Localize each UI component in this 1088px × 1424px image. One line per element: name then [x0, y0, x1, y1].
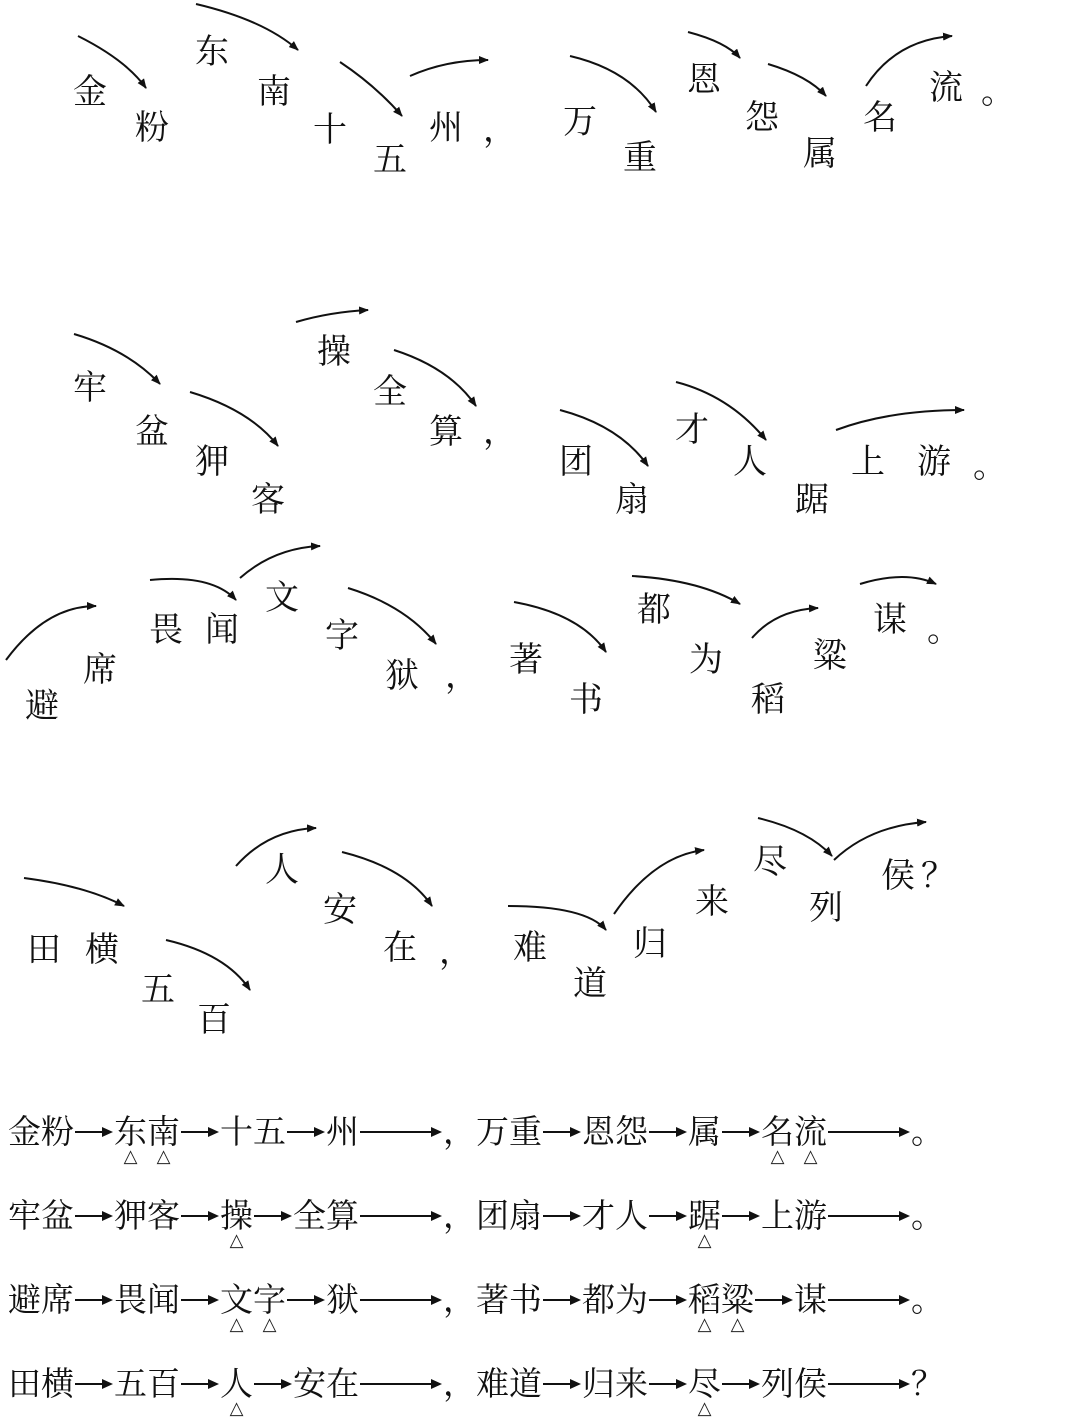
contour-arrow	[150, 579, 236, 600]
contour-char: 难	[513, 928, 547, 968]
sequence-token-text: 谋	[794, 1280, 827, 1319]
sequence-token-text: 百	[147, 1364, 180, 1403]
sequence-token	[443, 1196, 509, 1236]
sequence-token-text: 粉	[41, 1112, 74, 1151]
long-arrow-icon	[827, 1124, 911, 1140]
contour-char: 十	[313, 110, 347, 150]
sequence-token	[761, 1364, 794, 1404]
contour-arrow	[410, 60, 488, 76]
sequence-token-text: 畏	[114, 1280, 147, 1319]
sequence-token	[253, 1112, 286, 1152]
contour-char: 席	[83, 650, 117, 690]
sequence-token-text: 稻	[688, 1280, 721, 1319]
contour-char: 粉	[135, 108, 169, 148]
contour-char: 团	[559, 442, 593, 482]
sequence-token-text: ，著	[443, 1280, 509, 1319]
sequence-token	[794, 1280, 827, 1320]
contour-arrow	[348, 588, 436, 644]
short-arrow-icon	[542, 1376, 582, 1392]
contour-char: 南	[257, 72, 291, 112]
sequence-token-text: ，万	[443, 1112, 509, 1151]
sequence-token	[794, 1364, 827, 1404]
sequence-token-text: 恩	[582, 1112, 615, 1151]
sequence-token-text: 道	[509, 1364, 542, 1403]
short-arrow-icon	[74, 1208, 114, 1224]
sequence-token	[615, 1112, 648, 1152]
contour-char: 谋	[873, 600, 907, 640]
sequence-token-text: 列	[761, 1364, 794, 1403]
sequence-token	[220, 1364, 253, 1419]
contour-char: ，	[445, 656, 479, 696]
short-arrow-icon	[253, 1208, 293, 1224]
short-arrow-icon	[648, 1208, 688, 1224]
contour-arrow	[688, 32, 740, 58]
short-arrow-icon	[180, 1292, 220, 1308]
sequence-token	[688, 1364, 721, 1419]
contour-char: 著	[509, 640, 543, 680]
contour-char: ，	[483, 110, 517, 150]
sequence-token-text: 十	[220, 1112, 253, 1151]
sequence-token-text: 粱	[721, 1280, 754, 1319]
sequence-token-text: 上	[761, 1196, 794, 1235]
stress-mark: △	[229, 1398, 244, 1419]
short-arrow-icon	[74, 1292, 114, 1308]
contour-char: 踞	[795, 480, 829, 520]
contour-arrow	[860, 577, 936, 584]
short-arrow-icon	[180, 1376, 220, 1392]
sequence-token-text: 属	[688, 1112, 721, 1151]
sequence-token-text: 。	[911, 1112, 944, 1151]
contour-arrow	[768, 64, 826, 96]
stress-mark: △	[156, 1146, 171, 1167]
sequence-token-text: 文	[220, 1280, 253, 1319]
sequence-token	[509, 1364, 542, 1404]
stress-mark: △	[229, 1314, 244, 1335]
sequence-token-text: 都	[582, 1280, 615, 1319]
contour-char: 。	[973, 446, 1007, 486]
sequence-token-text: 。	[911, 1280, 944, 1319]
sequence-token-text: 人	[220, 1364, 253, 1403]
sequence-token	[114, 1112, 147, 1167]
contour-char: 流	[929, 68, 963, 108]
contour-char: 人	[733, 442, 767, 482]
contour-char: 盆	[135, 412, 169, 452]
sequence-token	[509, 1196, 542, 1236]
contour-arrow	[296, 310, 368, 322]
contour-char: 安	[323, 890, 357, 930]
sequence-token	[8, 1280, 41, 1320]
long-arrow-icon	[359, 1124, 443, 1140]
sequence-token	[41, 1364, 74, 1404]
stress-mark: △	[730, 1314, 745, 1335]
sequence-token	[443, 1112, 509, 1152]
sequence-token	[582, 1280, 615, 1320]
sequence-token-text: 五	[114, 1364, 147, 1403]
sequence-token	[41, 1112, 74, 1152]
short-arrow-icon	[180, 1124, 220, 1140]
sequence-token	[688, 1196, 721, 1251]
stress-mark: △	[697, 1398, 712, 1419]
sequence-token	[911, 1280, 944, 1320]
contour-arrow	[834, 822, 926, 860]
contour-char: ，	[483, 412, 517, 452]
sequence-token-text: 席	[41, 1280, 74, 1319]
contour-char: 书	[569, 680, 603, 720]
sequence-token	[41, 1280, 74, 1320]
sequence-token-text: 算	[326, 1196, 359, 1235]
contour-arrow	[752, 608, 818, 638]
sequence-token-text: ？	[911, 1364, 944, 1403]
sequence-token-text: 全	[293, 1196, 326, 1235]
short-arrow-icon	[542, 1292, 582, 1308]
sequence-token	[293, 1196, 326, 1236]
long-arrow-icon	[359, 1208, 443, 1224]
stress-mark: △	[770, 1146, 785, 1167]
contour-char: 名	[863, 98, 897, 138]
contour-char: 畏	[149, 610, 183, 650]
contour-char: 尽	[753, 842, 787, 882]
sequence-token	[794, 1112, 827, 1167]
sequence-token	[114, 1364, 147, 1404]
sequence-token-text: 盆	[41, 1196, 74, 1235]
sequence-token-text: 狎	[114, 1196, 147, 1235]
sequence-token	[721, 1280, 754, 1335]
sequence-token	[794, 1196, 827, 1236]
sequence-token-text: 人	[615, 1196, 648, 1235]
sequence-token-text: 闻	[147, 1280, 180, 1319]
sequence-token	[147, 1364, 180, 1404]
stress-mark: △	[697, 1314, 712, 1335]
short-arrow-icon	[74, 1124, 114, 1140]
contour-char: 扇	[615, 480, 649, 520]
sequence-token	[147, 1280, 180, 1320]
sequence-token	[688, 1112, 721, 1152]
contour-char: 。	[927, 610, 961, 650]
sequence-token	[147, 1112, 180, 1167]
sequence-token-text: 归	[582, 1364, 615, 1403]
sequence-line	[8, 1280, 944, 1335]
sequence-token-text: 书	[509, 1280, 542, 1319]
contour-arrow	[240, 546, 320, 578]
sequence-token	[582, 1196, 615, 1236]
contour-char: 东	[195, 32, 229, 72]
sequence-token-text: 州	[326, 1112, 359, 1151]
contour-char: 避	[25, 686, 59, 726]
contour-arrow	[190, 392, 278, 446]
sequence-token-text: 踞	[688, 1196, 721, 1235]
sequence-token-text: 来	[615, 1364, 648, 1403]
sequence-line	[8, 1196, 944, 1251]
sequence-token	[147, 1196, 180, 1236]
sequence-token-text: 金	[8, 1112, 41, 1151]
sequence-token	[911, 1364, 944, 1404]
sequence-token-text: 字	[253, 1280, 286, 1319]
long-arrow-icon	[827, 1292, 911, 1308]
contour-char: ，	[439, 932, 473, 972]
contour-char: 狱	[385, 656, 419, 696]
sequence-token	[761, 1112, 794, 1167]
sequence-token	[114, 1280, 147, 1320]
long-arrow-icon	[827, 1208, 911, 1224]
short-arrow-icon	[721, 1124, 761, 1140]
contour-arrow	[836, 410, 964, 430]
contour-char: 算	[429, 412, 463, 452]
contour-arrow	[166, 940, 250, 990]
sequence-line	[8, 1112, 944, 1167]
contour-char: 在	[383, 928, 417, 968]
sequence-token-text: 客	[147, 1196, 180, 1235]
contour-char: 狎	[195, 442, 229, 482]
sequence-token	[509, 1280, 542, 1320]
short-arrow-icon	[648, 1376, 688, 1392]
sequence-token-text: ，难	[443, 1364, 509, 1403]
sequence-token-text: 东	[114, 1112, 147, 1151]
contour-char: 万	[563, 102, 597, 142]
short-arrow-icon	[721, 1208, 761, 1224]
stress-mark: △	[123, 1146, 138, 1167]
contour-char: 才	[675, 410, 709, 450]
short-arrow-icon	[74, 1376, 114, 1392]
contour-char: 属	[803, 134, 837, 174]
sequence-token	[688, 1280, 721, 1335]
contour-char: 侯	[881, 856, 915, 896]
long-arrow-icon	[359, 1376, 443, 1392]
sequence-token-text: 怨	[615, 1112, 648, 1151]
long-arrow-icon	[827, 1376, 911, 1392]
sequence-token	[443, 1280, 509, 1320]
sequence-token-text: 南	[147, 1112, 180, 1151]
sequence-token-text: 田	[8, 1364, 41, 1403]
sequence-token-text: ，团	[443, 1196, 509, 1235]
sequence-token	[615, 1364, 648, 1404]
sequence-token	[41, 1196, 74, 1236]
sequence-token	[582, 1112, 615, 1152]
sequence-token	[582, 1364, 615, 1404]
contour-char: 归	[633, 924, 667, 964]
sequence-token	[326, 1280, 359, 1320]
contour-char: 五	[373, 140, 407, 180]
sequence-token-text: 为	[615, 1280, 648, 1319]
sequence-token	[326, 1364, 359, 1404]
contour-char: 重	[623, 138, 657, 178]
contour-char: 横	[85, 930, 119, 970]
sequence-token-text: 狱	[326, 1280, 359, 1319]
sequence-token-text: 重	[509, 1112, 542, 1151]
sequence-token-text: 名	[761, 1112, 794, 1151]
short-arrow-icon	[180, 1208, 220, 1224]
stress-mark: △	[803, 1146, 818, 1167]
contour-char: 闻	[205, 610, 239, 650]
contour-char: 州	[429, 108, 463, 148]
contour-char: 操	[317, 332, 351, 372]
contour-char: 恩	[687, 60, 721, 100]
short-arrow-icon	[253, 1376, 293, 1392]
sequence-token	[615, 1280, 648, 1320]
contour-char: 来	[695, 882, 729, 922]
contour-char: 字	[325, 616, 359, 656]
sequence-token	[326, 1196, 359, 1236]
sequence-token	[220, 1280, 253, 1335]
sequence-token	[615, 1196, 648, 1236]
stress-mark: △	[262, 1314, 277, 1335]
contour-char: 道	[573, 964, 607, 1004]
sequence-token	[443, 1364, 509, 1404]
contour-char: 五	[141, 970, 175, 1010]
sequence-token	[509, 1112, 542, 1152]
contour-char: 列	[809, 888, 843, 928]
contour-char: 客	[251, 480, 285, 520]
sequence-token	[8, 1112, 41, 1152]
sequence-token	[911, 1196, 944, 1236]
sequence-token-text: 牢	[8, 1196, 41, 1235]
sequence-token-text: 流	[794, 1112, 827, 1151]
sequence-token	[220, 1196, 253, 1251]
contour-arrow	[24, 878, 124, 906]
contour-char: 上	[851, 442, 885, 482]
sequence-token	[911, 1112, 944, 1152]
sequence-token-text: 避	[8, 1280, 41, 1319]
contour-char: 怨	[745, 98, 779, 138]
contour-char: 稻	[751, 680, 785, 720]
sequence-token-text: 尽	[688, 1364, 721, 1403]
contour-char: ？	[921, 856, 955, 896]
contour-char: 田	[27, 930, 61, 970]
contour-char: 为	[689, 640, 723, 680]
sequence-token-text: 侯	[794, 1364, 827, 1403]
sequence-token	[761, 1196, 794, 1236]
contour-char: 游	[917, 442, 951, 482]
sequence-token-text: 在	[326, 1364, 359, 1403]
sequence-token	[8, 1364, 41, 1404]
contour-char: 百	[197, 1000, 231, 1040]
short-arrow-icon	[754, 1292, 794, 1308]
short-arrow-icon	[286, 1292, 326, 1308]
stress-mark: △	[229, 1230, 244, 1251]
contour-char: 粱	[813, 636, 847, 676]
stress-mark: △	[697, 1230, 712, 1251]
sequence-token	[114, 1196, 147, 1236]
contour-char: 牢	[73, 368, 107, 408]
sequence-token	[8, 1196, 41, 1236]
short-arrow-icon	[542, 1124, 582, 1140]
contour-arrow	[508, 906, 606, 930]
short-arrow-icon	[648, 1124, 688, 1140]
contour-char: 。	[981, 72, 1015, 112]
contour-char: 金	[73, 72, 107, 112]
sequence-line	[8, 1364, 944, 1419]
sequence-token-text: 才	[582, 1196, 615, 1235]
contour-char: 人	[265, 850, 299, 890]
sequence-token	[293, 1364, 326, 1404]
sequence-token	[253, 1280, 286, 1335]
contour-arrow	[614, 850, 704, 914]
sequence-token-text: 。	[911, 1196, 944, 1235]
contour-char: 全	[373, 372, 407, 412]
contour-char: 都	[637, 590, 671, 630]
sequence-token-text: 操	[220, 1196, 253, 1235]
contour-char: 文	[265, 578, 299, 618]
sequence-token-text: 游	[794, 1196, 827, 1235]
sequence-token-text: 五	[253, 1112, 286, 1151]
sequence-token-text: 安	[293, 1364, 326, 1403]
short-arrow-icon	[721, 1376, 761, 1392]
long-arrow-icon	[359, 1292, 443, 1308]
sequence-token	[326, 1112, 359, 1152]
sequence-token-text: 横	[41, 1364, 74, 1403]
sequence-token-text: 扇	[509, 1196, 542, 1235]
contour-arrow	[340, 62, 402, 116]
short-arrow-icon	[542, 1208, 582, 1224]
short-arrow-icon	[286, 1124, 326, 1140]
short-arrow-icon	[648, 1292, 688, 1308]
sequence-token	[220, 1112, 253, 1152]
